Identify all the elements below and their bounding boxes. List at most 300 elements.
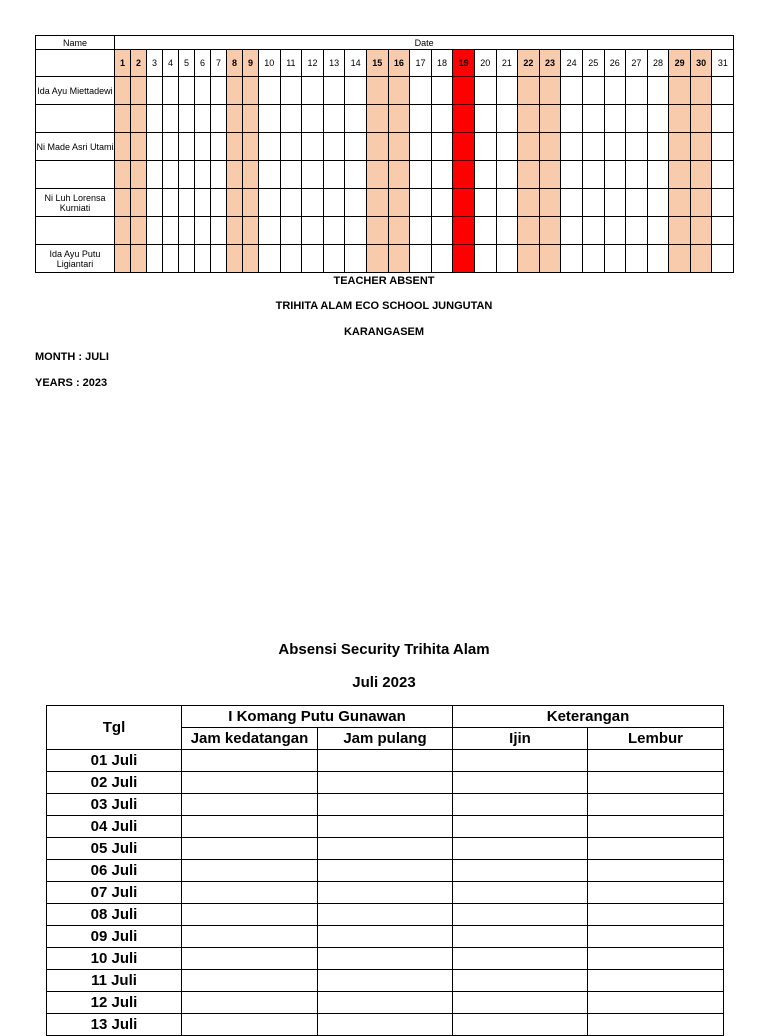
permit-cell[interactable] [453,1014,588,1036]
attendance-cell[interactable] [431,217,453,245]
date-cell: 02 Juli [47,772,182,794]
attendance-cell[interactable] [410,105,432,133]
attendance-cell[interactable] [179,189,195,217]
attendance-cell[interactable] [561,77,583,105]
attendance-cell[interactable] [431,105,453,133]
attendance-cell[interactable] [604,133,626,161]
day-header-2: 2 [131,50,147,77]
attendance-cell[interactable] [410,161,432,189]
permit-cell[interactable] [453,970,588,992]
attendance-cell[interactable] [211,133,227,161]
col-header-date: Date [115,36,734,50]
attendance-cell[interactable] [211,217,227,245]
attendance-cell[interactable] [211,189,227,217]
attendance-cell[interactable] [518,189,540,217]
col-header-tgl: Tgl [47,706,182,750]
attendance-cell[interactable] [195,161,211,189]
attendance-cell[interactable] [669,161,691,189]
attendance-cell[interactable] [227,217,243,245]
arrival-cell[interactable] [182,1014,318,1036]
table-row [47,970,724,992]
attendance-cell[interactable] [115,105,131,133]
attendance-cell[interactable] [626,161,648,189]
attendance-cell[interactable] [147,161,163,189]
attendance-cell[interactable] [690,189,712,217]
overtime-cell[interactable] [588,1014,724,1036]
attendance-cell[interactable] [366,217,388,245]
attendance-cell[interactable] [431,161,453,189]
attendance-cell[interactable] [496,105,518,133]
departure-cell[interactable] [318,992,453,1014]
overtime-cell[interactable] [588,794,724,816]
attendance-cell[interactable] [690,77,712,105]
attendance-cell[interactable] [366,77,388,105]
attendance-cell[interactable] [280,133,302,161]
attendance-cell[interactable] [147,77,163,105]
attendance-cell[interactable] [366,189,388,217]
attendance-cell[interactable] [147,105,163,133]
attendance-cell[interactable] [179,161,195,189]
attendance-cell[interactable] [539,217,561,245]
attendance-cell[interactable] [561,133,583,161]
attendance-cell[interactable] [211,245,227,273]
attendance-cell[interactable] [518,133,540,161]
permit-cell[interactable] [453,948,588,970]
departure-cell[interactable] [318,948,453,970]
day-header-14: 14 [345,50,367,77]
attendance-cell[interactable] [410,245,432,273]
permit-cell[interactable] [453,860,588,882]
attendance-cell[interactable] [496,217,518,245]
overtime-cell[interactable] [588,882,724,904]
table-row [47,816,724,838]
permit-cell[interactable] [453,882,588,904]
table-row [47,838,724,860]
attendance-cell[interactable] [259,133,281,161]
attendance-cell[interactable] [179,77,195,105]
overtime-cell[interactable] [588,948,724,970]
attendance-cell[interactable] [474,217,496,245]
table-row [47,948,724,970]
attendance-cell[interactable] [131,245,147,273]
attendance-cell[interactable] [690,105,712,133]
attendance-cell[interactable] [243,161,259,189]
attendance-cell[interactable] [669,133,691,161]
attendance-cell[interactable] [604,161,626,189]
attendance-cell[interactable] [474,189,496,217]
attendance-cell[interactable] [179,217,195,245]
attendance-cell[interactable] [115,161,131,189]
attendance-cell[interactable] [626,217,648,245]
attendance-cell[interactable] [131,161,147,189]
overtime-cell[interactable] [588,838,724,860]
attendance-cell[interactable] [280,161,302,189]
attendance-cell[interactable] [474,133,496,161]
attendance-cell[interactable] [712,245,734,273]
attendance-cell[interactable] [539,245,561,273]
attendance-cell[interactable] [345,217,367,245]
departure-cell[interactable] [318,860,453,882]
arrival-cell[interactable] [182,992,318,1014]
attendance-cell[interactable] [561,161,583,189]
attendance-cell[interactable] [431,133,453,161]
attendance-cell[interactable] [302,133,324,161]
attendance-cell[interactable] [474,245,496,273]
arrival-cell[interactable] [182,838,318,860]
attendance-cell[interactable] [243,217,259,245]
teacher-row [36,189,734,217]
attendance-cell[interactable] [496,133,518,161]
day-header-8: 8 [227,50,243,77]
attendance-cell[interactable] [147,217,163,245]
attendance-cell[interactable] [647,77,669,105]
attendance-cell[interactable] [431,77,453,105]
attendance-cell[interactable] [626,77,648,105]
attendance-cell[interactable] [474,105,496,133]
attendance-cell[interactable] [539,161,561,189]
attendance-cell[interactable] [712,77,734,105]
attendance-cell[interactable] [302,217,324,245]
attendance-cell[interactable] [227,245,243,273]
attendance-cell[interactable] [388,245,410,273]
attendance-cell[interactable] [690,245,712,273]
attendance-cell[interactable] [323,105,345,133]
overtime-cell[interactable] [588,816,724,838]
attendance-cell[interactable] [453,161,475,189]
attendance-cell[interactable] [712,189,734,217]
attendance-cell[interactable] [388,189,410,217]
attendance-cell[interactable] [195,77,211,105]
attendance-cell[interactable] [582,77,604,105]
attendance-cell[interactable] [163,245,179,273]
attendance-cell[interactable] [147,245,163,273]
permit-cell[interactable] [453,772,588,794]
day-header-5: 5 [179,50,195,77]
attendance-cell[interactable] [626,245,648,273]
attendance-cell[interactable] [195,217,211,245]
attendance-cell[interactable] [518,77,540,105]
attendance-cell[interactable] [323,245,345,273]
arrival-cell[interactable] [182,816,318,838]
attendance-cell[interactable] [280,77,302,105]
attendance-cell[interactable] [496,161,518,189]
attendance-cell[interactable] [561,245,583,273]
departure-cell[interactable] [318,904,453,926]
attendance-cell[interactable] [280,245,302,273]
attendance-cell[interactable] [163,217,179,245]
attendance-cell[interactable] [345,189,367,217]
attendance-cell[interactable] [496,189,518,217]
attendance-cell[interactable] [227,105,243,133]
attendance-cell[interactable] [626,189,648,217]
day-header-25: 25 [582,50,604,77]
attendance-cell[interactable] [211,105,227,133]
attendance-cell[interactable] [280,217,302,245]
attendance-cell[interactable] [345,105,367,133]
departure-cell[interactable] [318,772,453,794]
teacher-row [36,245,734,273]
attendance-cell[interactable] [582,161,604,189]
attendance-cell[interactable] [518,161,540,189]
attendance-cell[interactable] [259,105,281,133]
attendance-cell[interactable] [604,105,626,133]
attendance-cell[interactable] [227,161,243,189]
departure-cell[interactable] [318,838,453,860]
attendance-cell[interactable] [474,77,496,105]
attendance-cell[interactable] [366,105,388,133]
attendance-cell[interactable] [561,189,583,217]
attendance-cell[interactable] [280,189,302,217]
arrival-cell[interactable] [182,772,318,794]
attendance-cell[interactable] [259,77,281,105]
teacher-name: Ni Made Asri Utami [36,133,115,161]
attendance-cell[interactable] [259,217,281,245]
teacher-row [36,217,734,245]
attendance-cell[interactable] [259,189,281,217]
attendance-cell[interactable] [604,77,626,105]
attendance-cell[interactable] [243,189,259,217]
attendance-cell[interactable] [388,217,410,245]
attendance-cell[interactable] [302,189,324,217]
attendance-cell[interactable] [179,133,195,161]
attendance-cell[interactable] [280,105,302,133]
attendance-cell[interactable] [431,245,453,273]
attendance-cell[interactable] [582,105,604,133]
day-header-20: 20 [474,50,496,77]
attendance-cell[interactable] [582,245,604,273]
attendance-cell[interactable] [712,133,734,161]
attendance-cell[interactable] [163,105,179,133]
arrival-cell[interactable] [182,794,318,816]
attendance-cell[interactable] [195,133,211,161]
attendance-cell[interactable] [453,133,475,161]
attendance-cell[interactable] [131,77,147,105]
day-header-21: 21 [496,50,518,77]
attendance-cell[interactable] [259,161,281,189]
attendance-cell[interactable] [147,189,163,217]
departure-cell[interactable] [318,750,453,772]
attendance-cell[interactable] [388,133,410,161]
attendance-cell[interactable] [669,217,691,245]
overtime-cell[interactable] [588,750,724,772]
attendance-cell[interactable] [179,245,195,273]
day-header-6: 6 [195,50,211,77]
attendance-cell[interactable] [626,105,648,133]
attendance-cell[interactable] [453,189,475,217]
attendance-cell[interactable] [539,105,561,133]
attendance-cell[interactable] [195,245,211,273]
attendance-cell[interactable] [243,133,259,161]
departure-cell[interactable] [318,1014,453,1036]
attendance-cell[interactable] [259,245,281,273]
arrival-cell[interactable] [182,860,318,882]
arrival-cell[interactable] [182,948,318,970]
attendance-cell[interactable] [561,217,583,245]
attendance-cell[interactable] [131,133,147,161]
attendance-cell[interactable] [323,77,345,105]
attendance-cell[interactable] [366,245,388,273]
attendance-cell[interactable] [582,133,604,161]
attendance-cell[interactable] [539,133,561,161]
attendance-cell[interactable] [302,161,324,189]
attendance-cell[interactable] [388,77,410,105]
attendance-cell[interactable] [474,161,496,189]
attendance-cell[interactable] [179,105,195,133]
attendance-cell[interactable] [302,245,324,273]
attendance-cell[interactable] [410,217,432,245]
attendance-cell[interactable] [712,161,734,189]
permit-cell[interactable] [453,816,588,838]
attendance-cell[interactable] [453,217,475,245]
departure-cell[interactable] [318,970,453,992]
attendance-cell[interactable] [669,105,691,133]
attendance-cell[interactable] [115,217,131,245]
attendance-cell[interactable] [163,161,179,189]
attendance-cell[interactable] [712,217,734,245]
attendance-cell[interactable] [712,105,734,133]
date-cell: 09 Juli [47,926,182,948]
attendance-cell[interactable] [345,245,367,273]
attendance-cell[interactable] [227,77,243,105]
day-header-30: 30 [690,50,712,77]
attendance-cell[interactable] [604,217,626,245]
attendance-cell[interactable] [410,189,432,217]
attendance-cell[interactable] [345,133,367,161]
attendance-cell[interactable] [323,217,345,245]
attendance-cell[interactable] [163,77,179,105]
attendance-cell[interactable] [410,77,432,105]
col-header-permit: Ijin [453,728,588,750]
attendance-cell[interactable] [647,105,669,133]
attendance-cell[interactable] [302,105,324,133]
attendance-cell[interactable] [195,189,211,217]
overtime-cell[interactable] [588,772,724,794]
attendance-cell[interactable] [388,105,410,133]
attendance-cell[interactable] [131,189,147,217]
permit-cell[interactable] [453,794,588,816]
arrival-cell[interactable] [182,904,318,926]
attendance-cell[interactable] [539,77,561,105]
attendance-cell[interactable] [163,133,179,161]
attendance-cell[interactable] [227,133,243,161]
attendance-cell[interactable] [604,189,626,217]
attendance-cell[interactable] [345,77,367,105]
attendance-cell[interactable] [604,245,626,273]
attendance-cell[interactable] [669,245,691,273]
attendance-cell[interactable] [115,133,131,161]
permit-cell[interactable] [453,838,588,860]
teacher-name: Ida Ayu Putu Ligiantari [36,245,115,273]
arrival-cell[interactable] [182,882,318,904]
attendance-cell[interactable] [243,77,259,105]
attendance-cell[interactable] [147,133,163,161]
attendance-cell[interactable] [669,77,691,105]
attendance-cell[interactable] [690,161,712,189]
day-header-18: 18 [431,50,453,77]
table-row [47,926,724,948]
departure-cell[interactable] [318,926,453,948]
attendance-cell[interactable] [323,133,345,161]
attendance-cell[interactable] [453,105,475,133]
attendance-cell[interactable] [647,189,669,217]
attendance-cell[interactable] [115,77,131,105]
attendance-cell[interactable] [518,105,540,133]
attendance-cell[interactable] [496,245,518,273]
attendance-cell[interactable] [115,245,131,273]
permit-cell[interactable] [453,926,588,948]
attendance-cell[interactable] [518,217,540,245]
attendance-cell[interactable] [647,245,669,273]
attendance-cell[interactable] [690,133,712,161]
overtime-cell[interactable] [588,904,724,926]
day-header-16: 16 [388,50,410,77]
attendance-cell[interactable] [211,161,227,189]
attendance-cell[interactable] [582,189,604,217]
attendance-cell[interactable] [323,189,345,217]
permit-cell[interactable] [453,904,588,926]
attendance-cell[interactable] [345,161,367,189]
overtime-cell[interactable] [588,860,724,882]
overtime-cell[interactable] [588,992,724,1014]
permit-cell[interactable] [453,992,588,1014]
table-row [47,750,724,772]
attendance-cell[interactable] [163,189,179,217]
attendance-cell[interactable] [431,189,453,217]
arrival-cell[interactable] [182,970,318,992]
attendance-cell[interactable] [366,133,388,161]
day-header-19: 19 [453,50,475,77]
attendance-cell[interactable] [131,105,147,133]
attendance-cell[interactable] [647,133,669,161]
school-name: TRIHITA ALAM ECO SCHOOL JUNGUTAN [275,300,493,312]
attendance-cell[interactable] [518,245,540,273]
attendance-cell[interactable] [243,245,259,273]
attendance-cell[interactable] [453,245,475,273]
attendance-cell[interactable] [302,77,324,105]
day-header-23: 23 [539,50,561,77]
attendance-cell[interactable] [366,161,388,189]
day-header-31: 31 [712,50,734,77]
attendance-cell[interactable] [539,189,561,217]
attendance-cell[interactable] [690,217,712,245]
attendance-cell[interactable] [561,105,583,133]
permit-cell[interactable] [453,750,588,772]
attendance-cell[interactable] [227,189,243,217]
attendance-cell[interactable] [115,189,131,217]
attendance-cell[interactable] [647,161,669,189]
attendance-cell[interactable] [131,217,147,245]
attendance-cell[interactable] [582,217,604,245]
overtime-cell[interactable] [588,926,724,948]
attendance-cell[interactable] [323,161,345,189]
attendance-cell[interactable] [211,77,227,105]
attendance-cell[interactable] [453,77,475,105]
attendance-cell[interactable] [669,189,691,217]
attendance-cell[interactable] [410,133,432,161]
departure-cell[interactable] [318,882,453,904]
attendance-cell[interactable] [243,105,259,133]
attendance-cell[interactable] [626,133,648,161]
departure-cell[interactable] [318,816,453,838]
attendance-cell[interactable] [647,217,669,245]
departure-cell[interactable] [318,794,453,816]
attendance-cell[interactable] [496,77,518,105]
attendance-cell[interactable] [388,161,410,189]
overtime-cell[interactable] [588,970,724,992]
arrival-cell[interactable] [182,750,318,772]
attendance-cell[interactable] [195,105,211,133]
arrival-cell[interactable] [182,926,318,948]
